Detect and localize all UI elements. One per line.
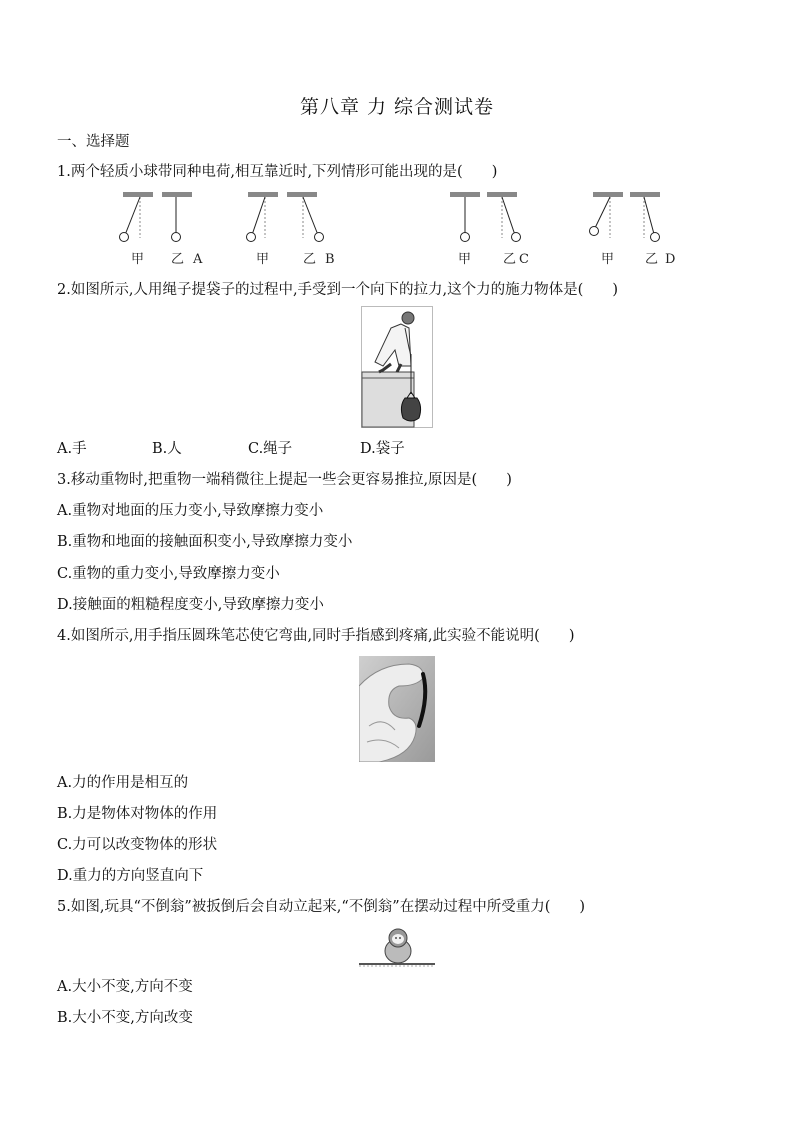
ball-jia bbox=[590, 227, 599, 236]
q3-stem: 3.移动重物时,把重物一端稍微往上提起一些会更容易推拉,原因是( ) bbox=[57, 472, 512, 488]
q1-stem: 1.两个轻质小球带同种电荷,相互靠近时,下列情形可能出现的是( ) bbox=[57, 164, 498, 180]
option-letter: C bbox=[519, 252, 529, 267]
q1-figure-A bbox=[118, 190, 218, 270]
q1-figure-C bbox=[445, 190, 545, 270]
ball-yi bbox=[651, 233, 660, 242]
q5-option-b: B.大小不变,方向改变 bbox=[57, 1010, 193, 1026]
label-yi: 乙 bbox=[645, 252, 659, 267]
q4-stem: 4.如图所示,用手指压圆珠笔芯使它弯曲,同时手指感到疼痛,此实验不能说明( ) bbox=[57, 628, 575, 644]
q1-figure-B bbox=[243, 190, 343, 270]
q2-option-c: C.绳子 bbox=[248, 441, 293, 457]
option-letter: A bbox=[193, 252, 203, 267]
page-title: 第八章 力 综合测试卷 bbox=[299, 96, 495, 118]
label-yi: 乙 bbox=[303, 252, 317, 267]
q4-option-a: A.力的作用是相互的 bbox=[57, 775, 189, 791]
person-head bbox=[402, 312, 414, 324]
q4-figure-finger-bending-pen-refill bbox=[359, 656, 435, 762]
label-yi: 乙 bbox=[503, 252, 517, 267]
q3-option-b: B.重物和地面的接触面积变小,导致摩擦力变小 bbox=[57, 534, 353, 550]
thread bbox=[303, 197, 318, 235]
ceiling-hatch bbox=[287, 192, 317, 197]
q2-option-a: A.手 bbox=[57, 441, 87, 457]
ball-jia bbox=[120, 233, 129, 242]
q2-stem: 2.如图所示,人用绳子提袋子的过程中,手受到一个向下的拉力,这个力的施力物体是( ) bbox=[57, 282, 618, 298]
ball-yi bbox=[315, 233, 324, 242]
thread bbox=[502, 197, 515, 235]
tumbler-face bbox=[392, 934, 404, 944]
ball-jia bbox=[247, 233, 256, 242]
q3-option-a: A.重物对地面的压力变小,导致摩擦力变小 bbox=[57, 503, 324, 519]
label-jia: 甲 bbox=[458, 252, 472, 267]
thread bbox=[125, 197, 140, 235]
ceiling-hatch bbox=[487, 192, 517, 197]
option-letter: B bbox=[325, 252, 335, 267]
label-jia: 甲 bbox=[131, 252, 145, 267]
ceiling-hatch bbox=[123, 192, 153, 197]
ceiling-hatch bbox=[248, 192, 278, 197]
label-jia: 甲 bbox=[256, 252, 270, 267]
ceiling-hatch bbox=[593, 192, 623, 197]
bag bbox=[401, 398, 420, 421]
q5-stem: 5.如图,玩具“不倒翁”被扳倒后会自动立起来,“不倒翁”在摆动过程中所受重力( ) bbox=[57, 899, 586, 915]
q2-option-d: D.袋子 bbox=[360, 441, 405, 457]
q3-option-d: D.接触面的粗糙程度变小,导致摩擦力变小 bbox=[57, 597, 324, 613]
q4-option-b: B.力是物体对物体的作用 bbox=[57, 806, 218, 822]
q5-figure-tumbler-toy bbox=[359, 925, 435, 969]
thread bbox=[595, 197, 610, 228]
section-heading: 一、选择题 bbox=[57, 134, 130, 150]
thread bbox=[252, 197, 265, 235]
ceiling-hatch bbox=[162, 192, 192, 197]
q5-option-a: A.大小不变,方向不变 bbox=[57, 979, 193, 995]
ceiling-hatch bbox=[630, 192, 660, 197]
option-letter: D bbox=[665, 252, 676, 267]
q3-option-c: C.重物的重力变小,导致摩擦力变小 bbox=[57, 566, 280, 582]
ceiling-hatch bbox=[450, 192, 480, 197]
ball-yi bbox=[512, 233, 521, 242]
q1-figure-D bbox=[588, 190, 688, 270]
label-jia: 甲 bbox=[601, 252, 615, 267]
label-yi: 乙 bbox=[171, 252, 185, 267]
q2-figure-person-lifting-bag bbox=[361, 306, 433, 428]
q4-option-c: C.力可以改变物体的形状 bbox=[57, 837, 218, 853]
thread bbox=[644, 197, 654, 234]
q2-option-b: B.人 bbox=[152, 441, 182, 457]
ball-jia bbox=[461, 233, 470, 242]
ball-yi bbox=[172, 233, 181, 242]
q4-option-d: D.重力的方向竖直向下 bbox=[57, 868, 204, 884]
